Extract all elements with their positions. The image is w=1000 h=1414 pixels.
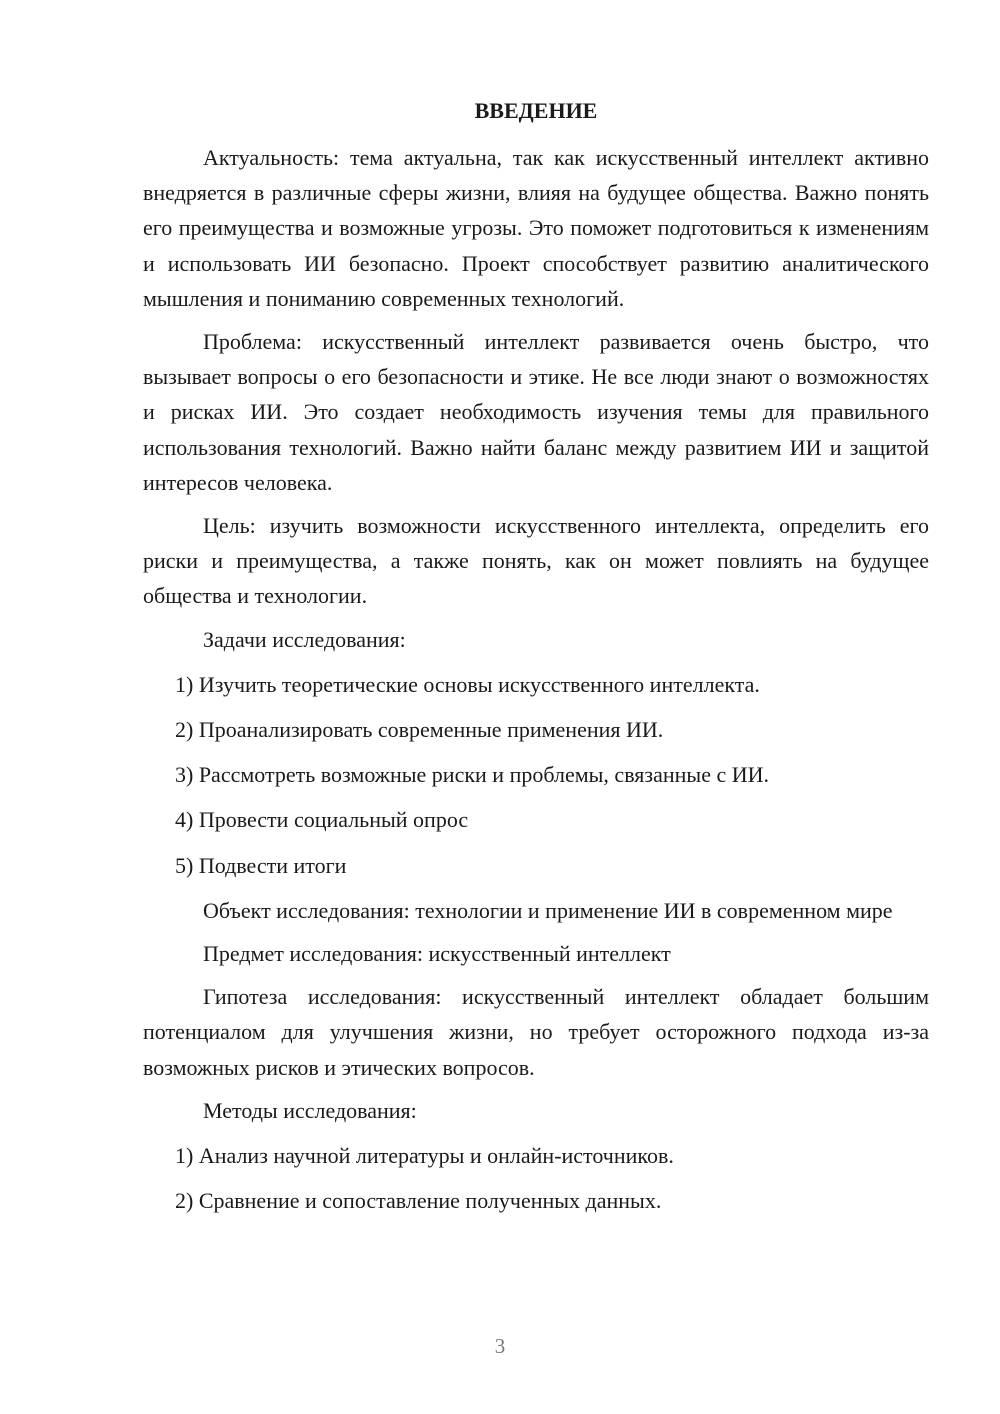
- tasks-heading: Задачи исследования:: [203, 626, 406, 652]
- page-title: ВВЕДЕНИЕ: [474, 98, 598, 123]
- document-page: [143, 95, 929, 1228]
- page-number: 3: [494, 1334, 506, 1358]
- list-item: 3) Рассмотреть возможные риски и проблемы, связанные с ИИ.: [175, 762, 769, 788]
- list-item: 2) Проанализировать современные применения ИИ.: [175, 717, 664, 743]
- tasks-list: [143, 667, 929, 883]
- object-paragraph: Объект исследования: технологии и применение ИИ в современном мире: [203, 897, 893, 923]
- problem-paragraph: Проблема: искусственный интеллект развивается очень быстро, что вызывает вопросы о его безопасности и этике. Не все люди знают о возможностях и рисках ИИ. Это создает необходимость изучения темы для правильного использования технологий. Важно найти баланс между развитием ИИ и защитой интересов человека.: [143, 329, 929, 495]
- list-item: 2) Сравнение и сопоставление полученных данных.: [175, 1188, 662, 1214]
- hypothesis-paragraph: Гипотеза исследования: искусственный интеллект обладает большим потенциалом для улучшения жизни, но требует осторожного подхода из-за возможных рисков и этических вопросов.: [143, 984, 929, 1080]
- methods-list: [143, 1138, 929, 1218]
- list-item: 1) Изучить теоретические основы искусственного интеллекта.: [175, 671, 760, 697]
- list-item: 5) Подвести итоги: [175, 852, 347, 878]
- list-item: 4) Провести социальный опрос: [175, 807, 469, 833]
- relevance-paragraph: Актуальность: тема актуальна, так как искусственный интеллект активно внедряется в различные сферы жизни, влияя на будущее общества. Важно понять его преимущества и возможные угрозы. Это поможет подготовиться к изменениям и использовать ИИ безопасно. Проект способствует развитию аналитического мышления и пониманию современных технологий.: [143, 145, 929, 311]
- goal-paragraph: Цель: изучить возможности искусственного интеллекта, определить его риски и преимущества, а также понять, как он может повлиять на будущее общества и технологии.: [143, 513, 929, 609]
- methods-heading: Методы исследования:: [203, 1097, 417, 1123]
- subject-paragraph: Предмет исследования: искусственный интеллект: [203, 941, 671, 967]
- list-item: 1) Анализ научной литературы и онлайн-источников.: [175, 1143, 674, 1169]
